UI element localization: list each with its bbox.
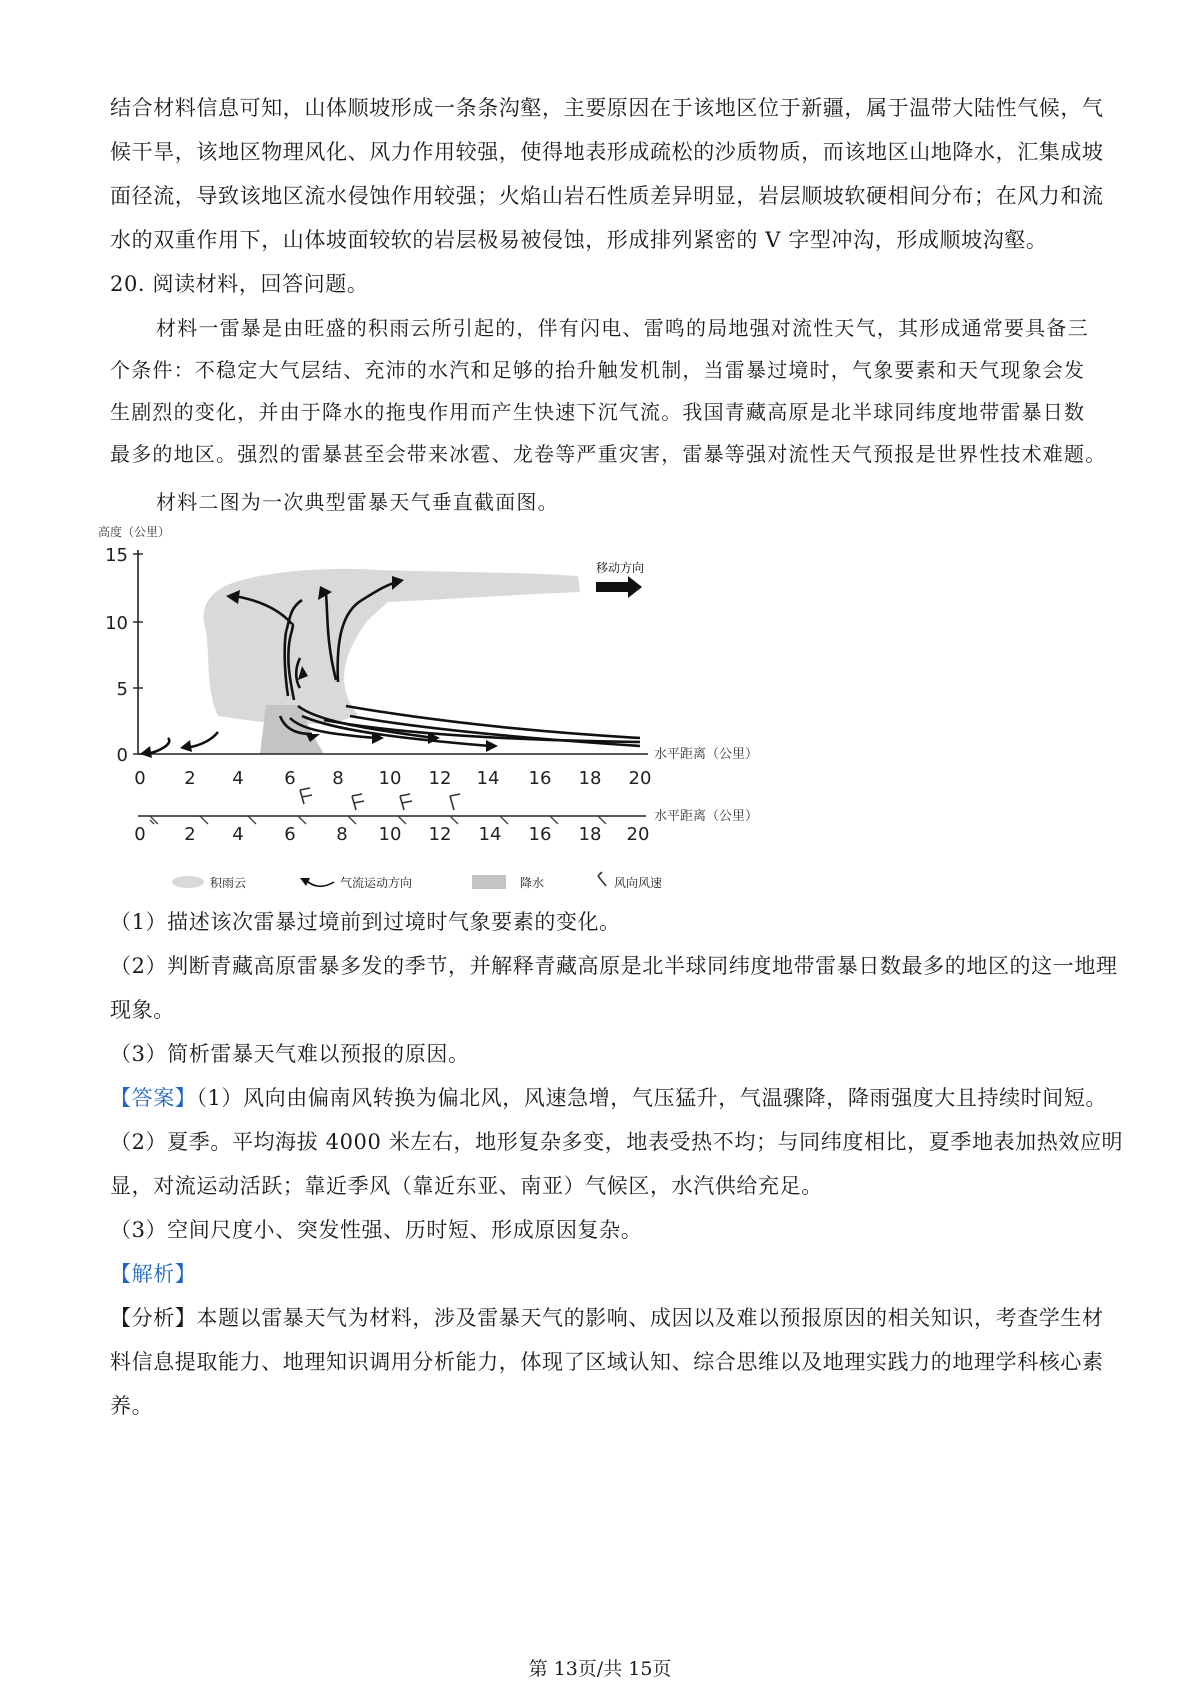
- sub-question-3: （3）简析雷暴天气难以预报的原因。: [110, 1042, 470, 1066]
- answer-line-1: [110, 1084, 1107, 1112]
- x2-tick-label: 0: [134, 824, 146, 845]
- material-1-line-1: 材料一雷暴是由旺盛的积雨云所引起的，伴有闪电、雷鸣的局地强对流性天气，其形成通常要具备三: [156, 316, 1089, 340]
- material-1-line-3: 生剧烈的变化，并由于降水的拖曳作用而产生快速下沉气流。我国青藏高原是北半球同纬度地带雷暴日数: [110, 400, 1086, 424]
- material-2-line: 材料二图为一次典型雷暴天气垂直截面图。: [156, 490, 559, 514]
- analysis-tag: 【解析】: [110, 1262, 197, 1286]
- y-axis-label: 高度（公里）: [98, 525, 171, 539]
- answer-3: （3）空间尺度小、突发性强、历时短、形成原因复杂。: [110, 1218, 643, 1242]
- legend-rain-label: 降水: [520, 876, 545, 890]
- sub-question-2-line-2: 现象。: [110, 998, 175, 1022]
- analysis-line-1-text: 本题以雷暴天气为材料，涉及雷暴天气的影响、成因以及难以预报原因的相关知识，考查学生材: [196, 1306, 1104, 1330]
- x-tick-label: 16: [528, 768, 552, 789]
- prev-answer-line-2: 候干旱，该地区物理风化、风力作用较强，使得地表形成疏松的沙质物质，而该地区山地降水，汇集成坡: [110, 140, 1104, 164]
- cumulonimbus-cloud: [204, 569, 580, 724]
- prev-answer-line-3: 面径流，导致该地区流水侵蚀作用较强；火焰山岩石性质差异明显，岩层顺坡软硬相间分布；在风力和流: [110, 184, 1104, 208]
- x-tick-label: 8: [332, 768, 344, 789]
- x2-tick-label: 12: [428, 824, 452, 845]
- x2-tick-label: 4: [232, 824, 244, 845]
- answer-1-text: （1）风向由偏南风转换为偏北风，风速急增，气压猛升，气温骤降，降雨强度大且持续时间短。: [196, 1086, 1108, 1110]
- x-tick-label: 20: [628, 768, 652, 789]
- x2-tick-label: 2: [184, 824, 196, 845]
- x2-tick-label: 6: [284, 824, 296, 845]
- y-tick-label: 10: [105, 613, 128, 634]
- material-1-line-2: 个条件：不稳定大气层结、充沛的水汽和足够的抬升触发机制，当雷暴过境时，气象要素和天气现象会发: [110, 358, 1086, 382]
- x-tick-label: 18: [578, 768, 602, 789]
- answer-2-line-2: 显，对流运动活跃；靠近季风（靠近东亚、南亚）气候区，水汽供给充足。: [110, 1174, 823, 1198]
- answer-2-line-1: （2）夏季。平均海拔 4000 米左右，地形复杂多变，地表受热不均；与同纬度相比，夏季地表加热效应明: [110, 1130, 1124, 1154]
- analysis-line-2: 料信息提取能力、地理知识调用分析能力，体现了区域认知、综合思维以及地理实践力的地理学科核心素: [110, 1350, 1104, 1374]
- y-tick-label: 5: [116, 679, 128, 700]
- x-tick-label: 12: [428, 768, 452, 789]
- legend-airflow-arrow-icon: [306, 880, 334, 886]
- x-tick-label: 10: [378, 768, 402, 789]
- analysis-line-3: 养。: [110, 1394, 154, 1418]
- x2-tick-label: 20: [626, 824, 650, 845]
- x-tick-label: 4: [232, 768, 244, 789]
- x-tick-label: 2: [184, 768, 196, 789]
- legend-wind-label: 风向风速: [614, 876, 663, 890]
- sub-question-2-line-1: （2）判断青藏高原雷暴多发的季节，并解释青藏高原是北半球同纬度地带雷暴日数最多的地区的这一地理: [110, 954, 1118, 978]
- y-tick-label: 15: [105, 545, 128, 566]
- sub-question-1: （1）描述该次雷暴过境前到过境时气象要素的变化。: [110, 910, 621, 934]
- x2-axis-label: 水平距离（公里）: [654, 809, 759, 824]
- legend-cloud-label: 积雨云: [210, 876, 247, 890]
- prev-answer-line-1: 结合材料信息可知，山体顺坡形成一条条沟壑，主要原因在于该地区位于新疆，属于温带大陆性气候，气: [110, 96, 1104, 120]
- x-tick-label: 6: [284, 768, 296, 789]
- question-20-title: 20. 阅读材料，回答问题。: [110, 272, 369, 296]
- legend-rain-swatch: [472, 875, 506, 889]
- x2-tick-label: 8: [336, 824, 348, 845]
- x-tick-label: 14: [476, 768, 500, 789]
- analysis-line-1: [110, 1304, 1104, 1332]
- x2-tick-label: 18: [578, 824, 602, 845]
- x2-tick-label: 10: [378, 824, 402, 845]
- x-tick-label: 0: [134, 768, 146, 789]
- prev-answer-line-4: 水的双重作用下，山体坡面较软的岩层极易被侵蚀，形成排列紧密的 V 字型冲沟，形成顺坡沟壑。: [110, 228, 1048, 252]
- thunderstorm-cross-section-figure: [88, 520, 788, 900]
- x-axis-label: 水平距离（公里）: [654, 747, 759, 762]
- y-tick-label: 0: [116, 745, 128, 766]
- answer-tag: 【答案】: [110, 1086, 197, 1110]
- legend-airflow-label: 气流运动方向: [340, 876, 413, 890]
- movement-direction-arrow: [596, 576, 642, 598]
- material-1-line-4: 最多的地区。强烈的雷暴甚至会带来冰雹、龙卷等严重灾害，雷暴等强对流性天气预报是世界性技术难题。: [110, 442, 1107, 466]
- page-footer: 第 13页/共 15页: [528, 1658, 672, 1680]
- x2-tick-label: 16: [528, 824, 552, 845]
- legend-cloud-swatch: [172, 876, 204, 888]
- movement-direction-label: 移动方向: [596, 561, 645, 575]
- x2-tick-label: 14: [478, 824, 502, 845]
- legend-wind-barb-icon: [598, 872, 606, 886]
- analysis-fenxi-tag: 【分析】: [110, 1306, 197, 1330]
